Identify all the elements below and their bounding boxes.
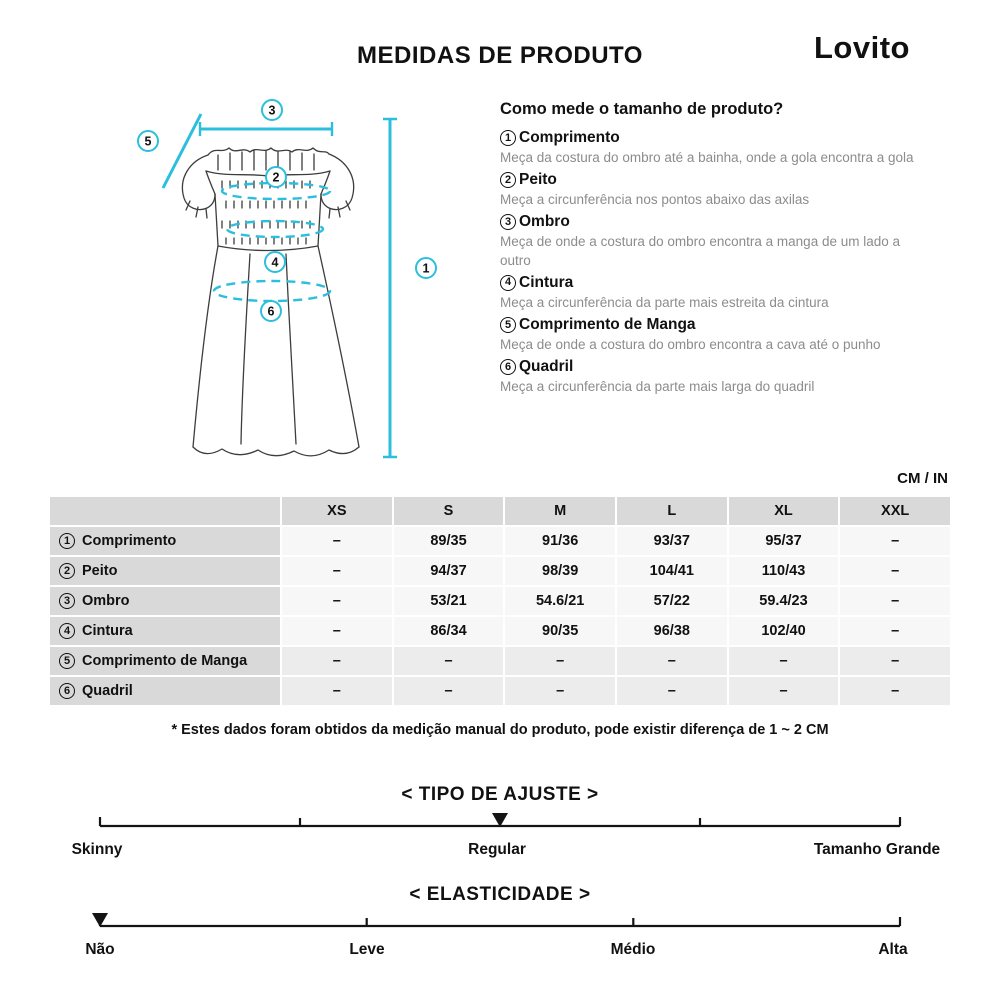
elasticity-label-alta: Alta	[878, 941, 908, 958]
elasticity-label-nao: Não	[85, 941, 115, 958]
row-label	[50, 647, 280, 675]
measurement-cell: –	[729, 647, 839, 675]
measurement-cell: 54.6/21	[505, 587, 615, 615]
measure-name: Cintura	[519, 273, 574, 291]
circled-number: 3	[500, 214, 516, 230]
measurement-cell: –	[840, 527, 950, 555]
circled-number: 1	[500, 130, 516, 146]
table-header-row	[50, 497, 950, 525]
measurement-cell: –	[617, 677, 727, 705]
fit-label-regular: Regular	[468, 841, 526, 858]
guide-heading: Como mede o tamanho de produto?	[500, 100, 784, 118]
measurement-cell: –	[394, 677, 504, 705]
measurement-cell: –	[282, 527, 392, 555]
table-row	[50, 557, 950, 585]
measure-name: Ombro	[519, 213, 570, 231]
measurement-cell: –	[394, 647, 504, 675]
units-label: CM / IN	[897, 470, 948, 487]
circled-number: 5	[500, 317, 516, 333]
fit-label-skinny: Skinny	[71, 841, 123, 858]
elasticity-scale-title: < ELASTICIDADE >	[409, 884, 591, 905]
measurement-cell: 95/37	[729, 527, 839, 555]
measurement-cell: 104/41	[617, 557, 727, 585]
footnote: * Estes dados foram obtidos da medição manual do produto, pode existir diferença de 1 ~ 2 CM	[171, 722, 829, 738]
column-header: L	[617, 497, 727, 525]
marker-number: 4	[271, 255, 279, 270]
measurement-cell: 89/35	[394, 527, 504, 555]
circled-number: 4	[500, 275, 516, 291]
marker-number: 1	[422, 261, 430, 276]
measure-guide-item	[500, 171, 920, 209]
row-label-text: Ombro	[82, 593, 130, 609]
fit-scale-title: < TIPO DE AJUSTE >	[401, 784, 599, 805]
measurement-cell: –	[282, 677, 392, 705]
row-label-text: Cintura	[82, 623, 133, 639]
elasticity-scale-track	[95, 906, 905, 932]
circled-number: 2	[59, 563, 75, 579]
row-label-text: Comprimento de Manga	[82, 653, 248, 669]
marker-number: 3	[268, 103, 276, 118]
measure-name: Quadril	[519, 358, 574, 376]
circled-number: 3	[59, 593, 75, 609]
measure-guide-label	[500, 358, 920, 376]
row-label	[50, 677, 280, 705]
table-row	[50, 677, 950, 705]
fit-label-tamanho-grande: Tamanho Grande	[813, 841, 941, 858]
measurement-cell: –	[505, 677, 615, 705]
measurement-cell: 96/38	[617, 617, 727, 645]
measurement-cell: –	[282, 557, 392, 585]
measure-guide-label	[500, 316, 920, 334]
measure-guide-label	[500, 171, 920, 189]
measure-guide-desc: Meça de onde a costura do ombro encontra a cava até o punho	[500, 337, 881, 353]
measurement-cell: –	[840, 677, 950, 705]
measure-guide-item	[500, 316, 920, 354]
row-label	[50, 587, 280, 615]
page-title: MEDIDAS DE PRODUTO	[357, 42, 643, 69]
marker-6	[261, 301, 281, 321]
measure-guide-desc: Meça de onde a costura do ombro encontra a manga de um lado a outro	[500, 234, 901, 268]
measurement-cell: –	[282, 647, 392, 675]
circled-number: 6	[59, 683, 75, 699]
table-row	[50, 587, 950, 615]
measure-guide	[500, 100, 920, 400]
circled-number: 4	[59, 623, 75, 639]
marker-number: 2	[272, 170, 280, 185]
measure-guide-desc: Meça a circunferência da parte mais larga do quadril	[500, 379, 815, 395]
circled-number: 2	[500, 172, 516, 188]
row-label-text: Quadril	[82, 683, 133, 699]
measurement-cell: 93/37	[617, 527, 727, 555]
marker-1	[416, 258, 436, 278]
measure-guide-label	[500, 129, 920, 147]
measure-guide-desc: Meça a circunferência da parte mais estreita da cintura	[500, 294, 829, 310]
measurement-cell: 91/36	[505, 527, 615, 555]
measurement-cell: 86/34	[394, 617, 504, 645]
circled-number: 6	[500, 359, 516, 375]
column-header: M	[505, 497, 615, 525]
measurement-cell: 102/40	[729, 617, 839, 645]
measure-guide-label	[500, 274, 920, 292]
measurement-cell: –	[840, 647, 950, 675]
measure-name: Comprimento de Manga	[519, 316, 696, 334]
measure-guide-item	[500, 274, 920, 312]
measure-guide-desc: Meça da costura do ombro até a bainha, onde a gola encontra a gola	[500, 150, 914, 165]
marker-2	[266, 167, 286, 187]
row-label	[50, 617, 280, 645]
measure-guide-item	[500, 358, 920, 396]
measurement-cell: –	[617, 647, 727, 675]
table-row	[50, 527, 950, 555]
measurement-cell: –	[729, 677, 839, 705]
row-label-text: Comprimento	[82, 533, 177, 549]
row-label-text: Peito	[82, 563, 118, 579]
measurement-cell: –	[282, 587, 392, 615]
measurement-cell: –	[282, 617, 392, 645]
measurement-lines	[163, 114, 397, 457]
size-table	[50, 497, 950, 707]
measurement-cell: 90/35	[505, 617, 615, 645]
elasticity-label-medio: Médio	[610, 941, 656, 958]
measurement-cell: 57/22	[617, 587, 727, 615]
column-header: XXL	[840, 497, 950, 525]
table-row	[50, 617, 950, 645]
row-label	[50, 557, 280, 585]
marker-5	[138, 131, 158, 151]
measurement-cell: –	[840, 617, 950, 645]
measure-name: Peito	[519, 171, 557, 189]
measurement-cell: –	[840, 587, 950, 615]
circled-number: 1	[59, 533, 75, 549]
measure-guide-item	[500, 129, 920, 167]
measure-guide-item	[500, 213, 920, 269]
measurement-cell: –	[505, 647, 615, 675]
elasticity-label-leve: Leve	[349, 941, 385, 958]
marker-number: 6	[267, 304, 275, 319]
marker-4	[265, 252, 285, 272]
measure-guide-label	[500, 213, 920, 231]
measurement-cell: 53/21	[394, 587, 504, 615]
measurement-cell: 110/43	[729, 557, 839, 585]
fit-scale-track	[95, 806, 905, 832]
column-header	[50, 497, 280, 525]
column-header: XS	[282, 497, 392, 525]
circled-number: 5	[59, 653, 75, 669]
brand-logo: Lovito	[814, 30, 910, 65]
measure-name: Comprimento	[519, 129, 620, 146]
column-header: S	[394, 497, 504, 525]
column-header: XL	[729, 497, 839, 525]
marker-number: 5	[144, 134, 152, 149]
measurement-cell: 59.4/23	[729, 587, 839, 615]
row-label	[50, 527, 280, 555]
measure-guide-desc: Meça a circunferência nos pontos abaixo das axilas	[500, 192, 810, 208]
dress-illustration	[100, 95, 460, 475]
measurement-cell: 94/37	[394, 557, 504, 585]
marker-3	[262, 100, 282, 120]
table-row	[50, 647, 950, 675]
measurement-cell: –	[840, 557, 950, 585]
measurement-cell: 98/39	[505, 557, 615, 585]
